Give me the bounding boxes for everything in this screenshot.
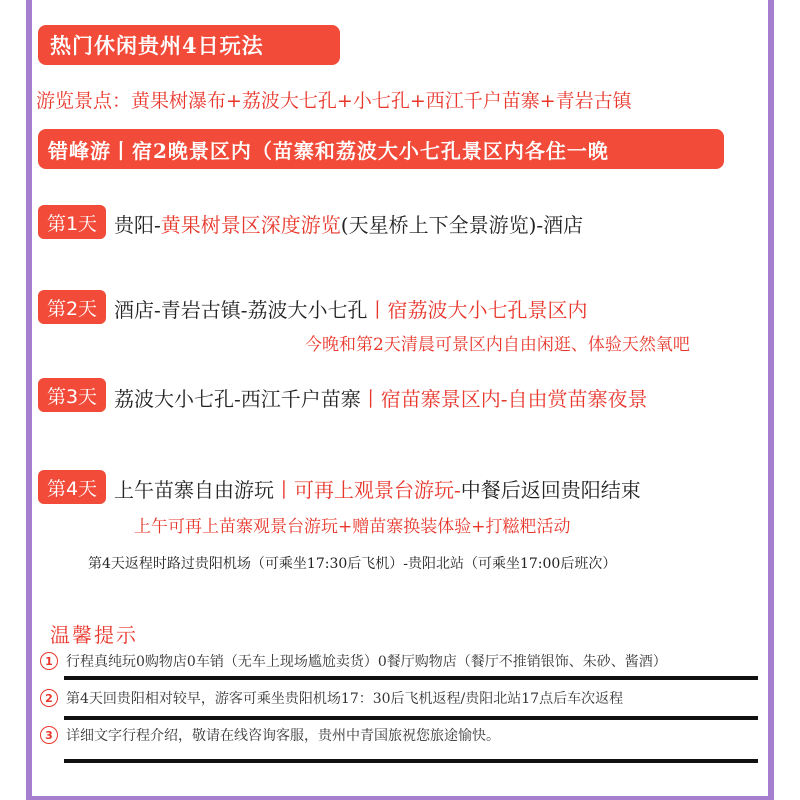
divider-2 bbox=[64, 716, 758, 720]
day-4-separator: 丨 bbox=[274, 478, 294, 502]
day-1-text-c: (天星桥上下全景游览)-酒店 bbox=[340, 213, 584, 237]
tip-2-number: 2 bbox=[40, 689, 58, 707]
frame-bottom-border bbox=[26, 796, 774, 800]
page-title: 热门休闲贵州4日玩法 bbox=[38, 25, 340, 65]
day-3-text-a: 荔波大小七孔-西江千户苗寨 bbox=[114, 387, 361, 411]
day-2-separator: 丨 bbox=[367, 298, 388, 322]
day-3-badge: 第3天 bbox=[38, 378, 106, 412]
tip-2-text: 第4天回贵阳相对较早，游客可乘坐贵阳机场17：30后飞机返程/贵阳北站17点后车次返程 bbox=[66, 691, 624, 707]
day-2-text-b: 宿荔波大小七孔景区内 bbox=[387, 298, 588, 322]
day-1-text-b: 黄果树景区深度游览 bbox=[160, 213, 341, 237]
tip-item bbox=[40, 688, 623, 708]
tip-item bbox=[40, 651, 667, 671]
tip-3-text: 详细文字行程介绍，敬请在线咨询客服，贵州中青国旅祝您旅途愉快。 bbox=[66, 728, 500, 744]
tips-title: 温馨提示 bbox=[50, 623, 138, 647]
day-4-text-b: 可再上观景台游玩- bbox=[294, 478, 461, 502]
frame-right-border bbox=[768, 0, 774, 800]
divider-1 bbox=[64, 676, 758, 680]
day-4-note: 上午可再上苗寨观景台游玩+赠苗寨换装体验+打糍粑活动 bbox=[134, 517, 571, 537]
day-4-text-c: 中餐后返回贵阳结束 bbox=[460, 478, 641, 502]
tip-item bbox=[40, 725, 500, 745]
day-2-itinerary bbox=[114, 294, 588, 323]
day-1-badge: 第1天 bbox=[38, 205, 106, 239]
sights-list: 游览景点：黄果树瀑布+荔波大七孔+小七孔+西江千户苗寨+青岩古镇 bbox=[36, 90, 632, 112]
frame-left-border bbox=[26, 0, 32, 800]
day-4-text-a: 上午苗寨自由游玩 bbox=[114, 478, 274, 502]
day-1-itinerary bbox=[114, 209, 583, 238]
stay-banner: 错峰游丨宿2晚景区内（苗寨和荔波大小七孔景区内各住一晚 bbox=[38, 129, 724, 169]
day-4-badge: 第4天 bbox=[38, 470, 106, 504]
day-4-itinerary bbox=[114, 474, 641, 503]
day-1-text-a: 贵阳- bbox=[114, 213, 161, 237]
tip-3-number: 3 bbox=[40, 726, 58, 744]
tip-1-number: 1 bbox=[40, 652, 58, 670]
tip-1-text: 行程真纯玩0购物店0车销（无车上现场尴尬卖货）0餐厅购物店（餐厅不推销银饰、朱砂、酱酒） bbox=[66, 654, 667, 670]
day-2-note: 今晚和第2天清晨可景区内自由闲逛、体验天然氧吧 bbox=[305, 335, 690, 355]
day-2-badge: 第2天 bbox=[38, 290, 106, 324]
day-3-text-b: 宿苗寨景区内-自由赏苗寨夜景 bbox=[380, 387, 648, 411]
day-3-separator: 丨 bbox=[360, 387, 381, 411]
divider-3 bbox=[64, 759, 758, 763]
day-2-text-a: 酒店-青岩古镇-荔波大小七孔 bbox=[114, 298, 368, 322]
day-3-itinerary bbox=[114, 383, 648, 412]
day-4-return-note: 第4天返程时路过贵阳机场（可乘坐17:30后飞机）-贵阳北站（可乘坐17:00后班次） bbox=[88, 556, 617, 572]
